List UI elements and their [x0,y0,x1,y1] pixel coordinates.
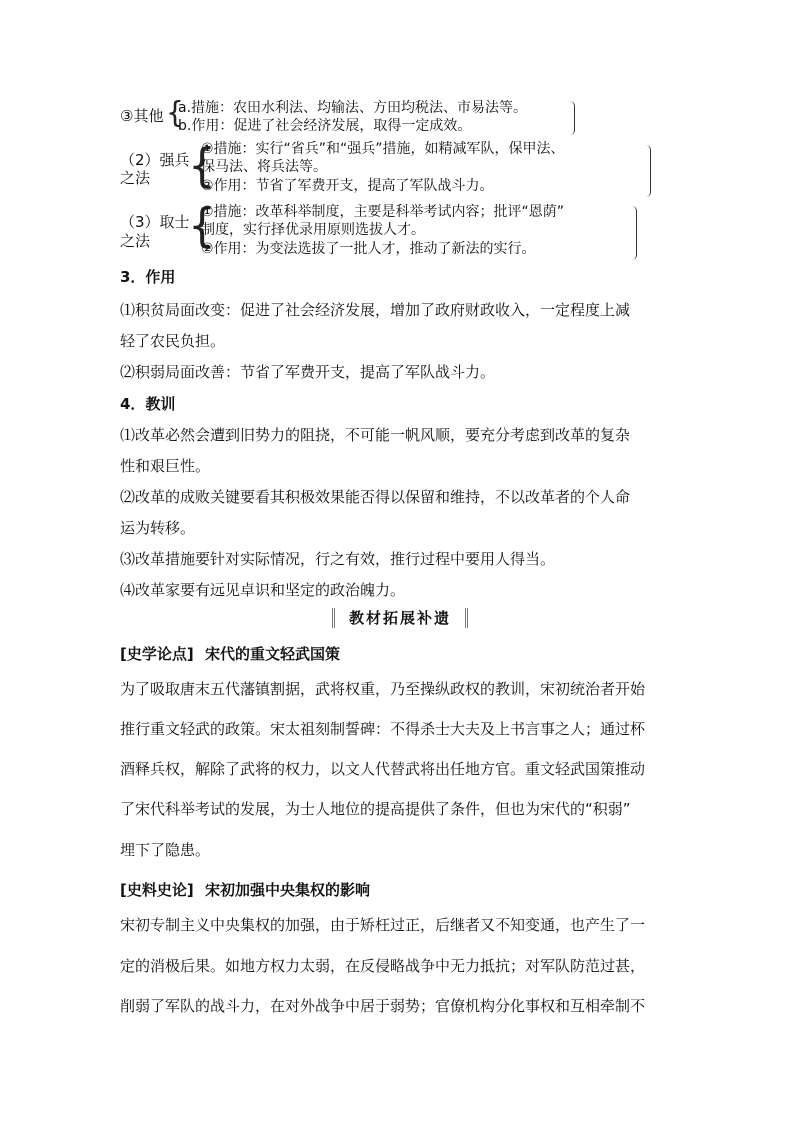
history-view-line4: 了宋代科举考试的发展，为士人地位的提高提供了条件，但也为宋代的“积弱” [120,800,631,818]
source-view-tag: [史料史论] [120,881,194,899]
army-close-brace [646,145,651,197]
lesson-item-2-line2: 运为转移。 [120,519,196,537]
army-effect: ②作用：节省了军费开支，提高了军队战斗力。 [201,178,494,194]
scholar-close-brace [632,206,637,260]
source-view-line3: 削弱了军队的战斗力，在对外战争中居于弱势；官僚机构分化事权和互相牵制不 [120,997,646,1015]
history-view-heading [120,644,340,664]
history-view-line5: 埋下了隐患。 [120,841,211,859]
scholar-measure-line1: ①措施：改革科举制度，主要是科举考试内容；批评“恩荫” [201,204,565,220]
other-close-brace [570,101,575,135]
lesson-item-2-line1: ⑵改革的成败关键要看其积极效果能否得以保留和维持，不以改革者的个人命 [120,488,631,506]
source-view-title: 宋初加强中央集权的影响 [204,881,370,899]
lesson-item-3: ⑶改革措施要针对实际情况，行之有效，推行过程中要用人得当。 [120,550,556,568]
other-measure: a.措施：农田水利法、均输法、方田均税法、市易法等。 [178,100,528,116]
lesson-item-4: ⑷改革家要有远见卓识和坚定的政治魄力。 [120,581,406,599]
scholar-open-brace: { [188,199,216,254]
history-view-line3: 酒释兵权，解除了武将的权力，以文人代替武将出任地方官。重文轻武国策推动 [120,760,646,778]
section-banner: 教材拓展补遗 [332,608,468,628]
history-view-title: 宋代的重文轻武国策 [204,645,340,663]
history-view-tag: [史学论点] [120,645,194,663]
scholar-label-1: （3）取士 [120,213,190,231]
scholar-effect: ②作用：为变法选拔了一批人才，推动了新法的实行。 [201,241,536,257]
effect-heading: 3．作用 [120,268,176,286]
source-view-heading [120,880,370,900]
lesson-item-1-line1: ⑴改革必然会遭到旧势力的阻挠，不可能一帆风顺，要充分考虑到改革的复杂 [120,426,631,444]
lesson-item-1-line2: 性和艰巨性。 [120,457,211,475]
effect-item-2: ⑵积弱局面改善：节省了军费开支，提高了军队战斗力。 [120,363,496,381]
history-view-line1: 为了吸取唐末五代藩镇割据，武将权重，乃至操纵政权的教训，宋初统治者开始 [120,680,646,698]
army-label-2: 之法 [120,169,151,187]
scholar-label-2: 之法 [120,232,151,250]
army-measure-line1: ①措施：实行“省兵”和“强兵”措施，如精减军队，保甲法、 [201,141,565,157]
history-view-line2: 推行重文轻武的政策。宋太祖刻制誓碑：不得杀士大夫及上书言事之人；通过杯 [120,720,646,738]
effect-item-1-line1: ⑴积贫局面改变：促进了社会经济发展，增加了政府财政收入，一定程度上减 [120,301,631,319]
effect-item-1-line2: 轻了农民负担。 [120,332,226,350]
scholar-measure-line2: 制度，实行择优录用原则选拔人才。 [201,222,425,238]
other-open-brace: { [166,95,184,130]
army-open-brace: { [188,139,216,194]
other-label: ③其他 [120,107,164,125]
source-view-line1: 宋初专制主义中央集权的加强，由于矫枉过正，后继者又不知变通，也产生了一 [120,916,646,934]
army-measure-line2: 保马法、将兵法等。 [201,159,327,175]
army-label-1: （2）强兵 [120,151,190,169]
other-effect: b.作用：促进了社会经济发展，取得一定成效。 [178,118,472,134]
lesson-heading: 4．教训 [120,395,176,413]
source-view-line2: 定的消极后果。如地方权力太弱，在反侵略战争中无力抵抗；对军队防范过甚， [120,957,646,975]
